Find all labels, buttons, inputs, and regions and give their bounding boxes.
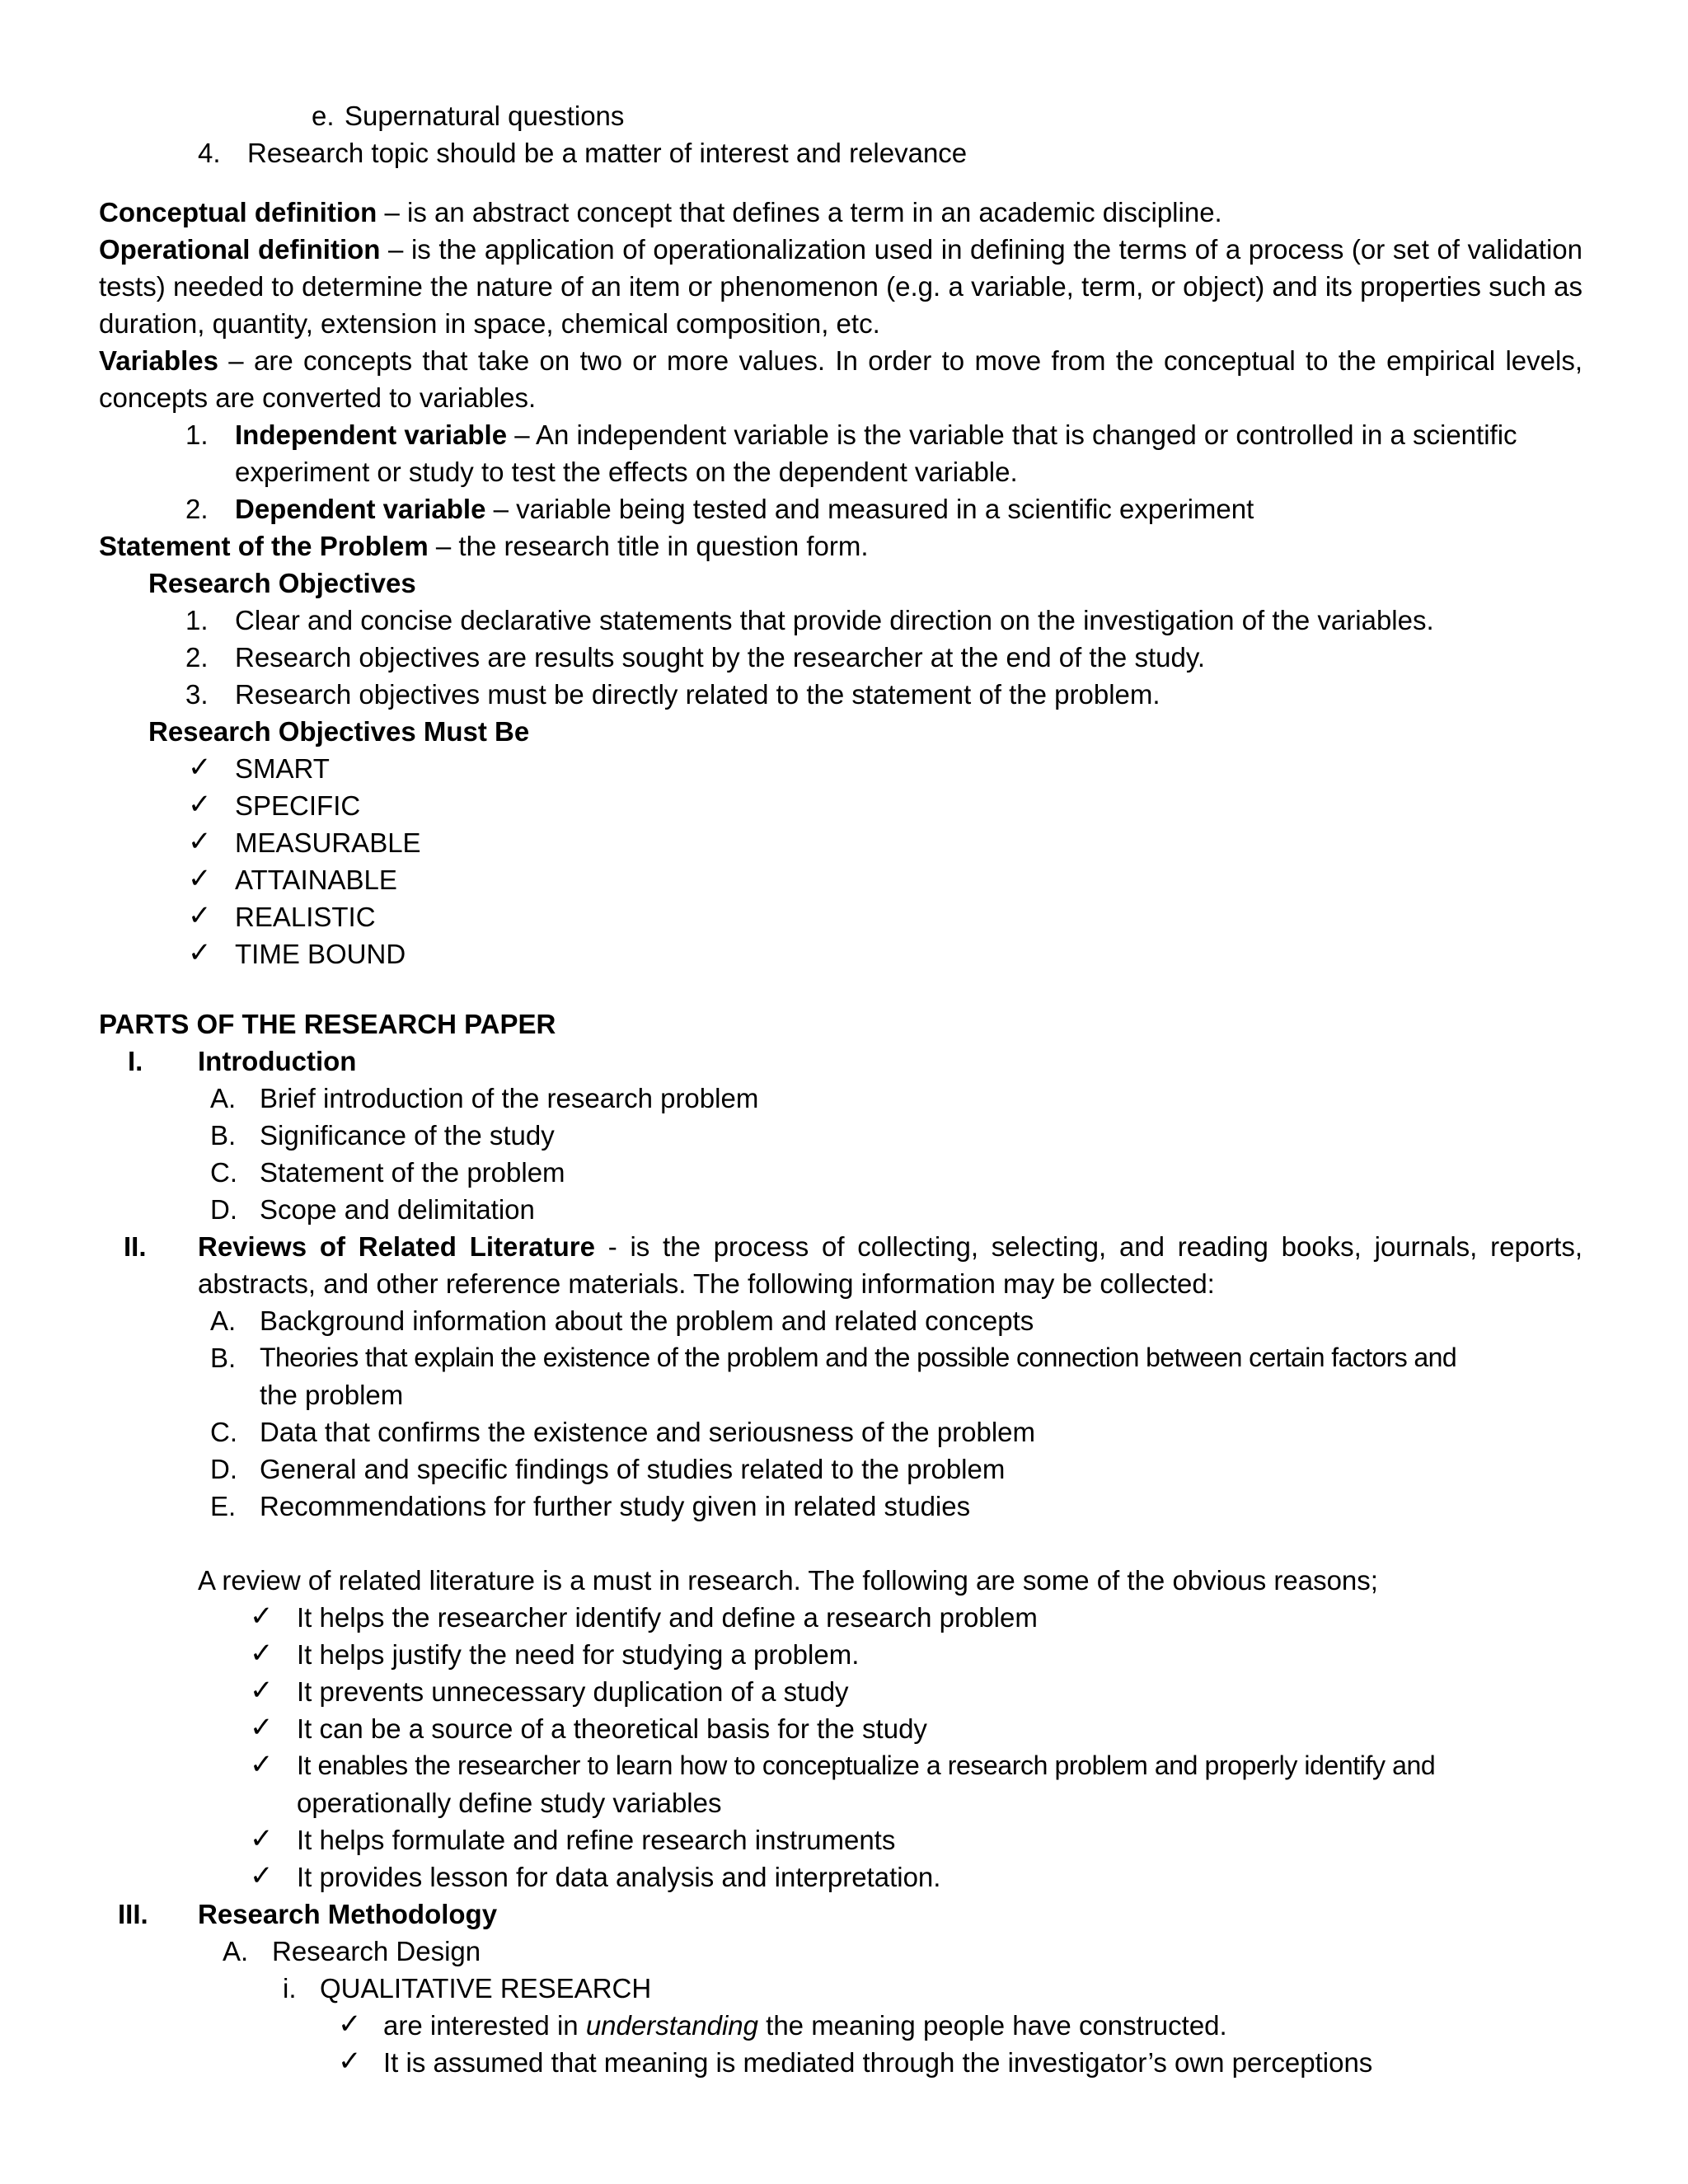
checkmark-icon: ✓: [250, 1712, 274, 1743]
conceptual-definition: [99, 194, 1582, 231]
list-item-text: Background information about the problem and related concepts: [260, 1305, 1034, 1336]
list-item-text: Statement of the problem: [260, 1157, 565, 1188]
list-item-text: SMART: [235, 753, 330, 784]
checkmark-icon: ✓: [188, 789, 212, 820]
list-item-text: It prevents unnecessary duplication of a study: [297, 1676, 849, 1707]
roman-numeral: I.: [128, 1046, 143, 1076]
definition-text: – the research title in question form.: [428, 531, 869, 561]
checkmark-icon: ✓: [188, 937, 212, 968]
list-item-text: It can be a source of a theoretical basis for the study: [297, 1713, 927, 1744]
checkmark-icon: ✓: [188, 752, 212, 783]
list-item-text: Significance of the study: [260, 1120, 555, 1151]
list-marker: 2.: [185, 494, 209, 524]
list-marker: E.: [210, 1491, 237, 1521]
list-item-text: [383, 2007, 1227, 2044]
list-item-text: TIME BOUND: [235, 939, 406, 969]
list-item-text: Theories that explain the existence of the problem and the possible connection between certain factors and: [260, 1343, 1457, 1372]
definition-text: – is the application of operationalization used in defining the terms of a process (or set of validation tests) needed to determine the nature of an item or phenomenon (e.g. a variable, term, or object) and its properties such as duration, quantity, extension in space, chemical composition, etc.: [99, 234, 1582, 339]
section-heading: Research Objectives Must Be: [148, 716, 530, 747]
list-item-text: SPECIFIC: [235, 790, 361, 821]
list-marker: D.: [210, 1194, 237, 1225]
list-item-text: Research objectives must be directly related to the statement of the problem.: [235, 679, 1160, 710]
list-marker: A.: [223, 1936, 249, 1966]
checkmark-icon: ✓: [338, 2046, 362, 2077]
list-marker: i.: [283, 1973, 297, 2004]
checkmark-icon: ✓: [250, 1749, 274, 1780]
list-item-text: MEASURABLE: [235, 827, 421, 858]
roman-numeral: III.: [118, 1899, 148, 1929]
list-marker: 3.: [185, 679, 209, 710]
checkmark-icon: ✓: [250, 1823, 274, 1854]
list-marker: B.: [210, 1343, 237, 1373]
list-item-text: Research topic should be a matter of interest and relevance: [247, 138, 968, 168]
list-item-text: Brief introduction of the research problem: [260, 1083, 759, 1113]
list-item-text: It helps the researcher identify and define a research problem: [297, 1602, 1038, 1633]
list-item-text: It enables the researcher to learn how to conceptualize a research problem and properly identify and: [297, 1750, 1436, 1780]
section-heading: PARTS OF THE RESEARCH PAPER: [99, 1009, 556, 1039]
list-item-line: operationally define study variables: [297, 1788, 722, 1818]
term: Independent variable: [235, 419, 508, 450]
list-marker: A.: [210, 1083, 237, 1113]
list-item-text: It is assumed that meaning is mediated through the investigator’s own perceptions: [383, 2047, 1373, 2078]
list-item-text: It helps formulate and refine research instruments: [297, 1825, 896, 1855]
list-marker: 1.: [185, 419, 209, 450]
list-item-text: Recommendations for further study given in related studies: [260, 1491, 971, 1521]
paragraph: A review of related literature is a must in research. The following are some of the obvious reasons;: [198, 1565, 1378, 1596]
roman-numeral: II.: [124, 1231, 147, 1262]
list-marker: A.: [210, 1305, 237, 1336]
emphasis-text: understanding: [585, 2010, 758, 2041]
definition-text: – are concepts that take on two or more values. In order to move from the conceptual to the empirical levels, concepts are converted to variables.: [99, 345, 1582, 413]
text-run: the meaning people have constructed.: [757, 2010, 1227, 2041]
list-item-text: [235, 490, 1254, 527]
checkmark-icon: ✓: [250, 1675, 274, 1706]
rrl-description: [198, 1228, 1582, 1302]
checkmark-icon: ✓: [250, 1601, 274, 1632]
checkmark-icon: ✓: [338, 2008, 362, 2040]
definition-text: – is an abstract concept that defines a term in an academic discipline.: [377, 197, 1222, 227]
term: Dependent variable: [235, 494, 486, 524]
checkmark-icon: ✓: [188, 826, 212, 857]
checkmark-icon: ✓: [250, 1860, 274, 1891]
term: Conceptual definition: [99, 197, 377, 227]
list-item-text: REALISTIC: [235, 902, 376, 932]
list-marker: C.: [210, 1157, 237, 1188]
part-title: Research Methodology: [198, 1899, 498, 1929]
part-title: Reviews of Related Literature: [198, 1231, 595, 1262]
part-desc: - is the process of collecting, selecting, and reading books, journals, reports, abstracts, and other reference materials. The following information may be collected:: [198, 1231, 1582, 1299]
list-marker: D.: [210, 1454, 237, 1484]
list-marker: 4.: [198, 138, 221, 168]
list-item-text: ATTAINABLE: [235, 865, 397, 895]
list-item-line: experiment or study to test the effects on the dependent variable.: [235, 457, 1018, 487]
variables-definition: [99, 342, 1582, 416]
list-item-line: – variable being tested and measured in a scientific experiment: [485, 494, 1254, 524]
list-item-text: Data that confirms the existence and seriousness of the problem: [260, 1417, 1035, 1447]
operational-definition: [99, 231, 1582, 342]
list-item-text: [235, 416, 1517, 453]
term: Operational definition: [99, 234, 381, 265]
list-item-text: Clear and concise declarative statements that provide direction on the investigation of the variables.: [235, 605, 1434, 635]
list-item-text: Supernatural questions: [345, 101, 625, 131]
list-marker: 2.: [185, 642, 209, 673]
list-marker: C.: [210, 1417, 237, 1447]
term: Statement of the Problem: [99, 531, 429, 561]
list-item-text: Scope and delimitation: [260, 1194, 535, 1225]
problem-definition: [99, 527, 869, 565]
list-item-text: It helps justify the need for studying a problem.: [297, 1639, 860, 1670]
checkmark-icon: ✓: [188, 863, 212, 894]
list-item-line: the problem: [260, 1380, 404, 1410]
list-marker: B.: [210, 1120, 237, 1151]
list-item-line: – An independent variable is the variable that is changed or controlled in a scientific: [507, 419, 1517, 450]
part-title: Introduction: [198, 1046, 357, 1076]
list-marker: 1.: [185, 605, 209, 635]
checkmark-icon: ✓: [250, 1638, 274, 1669]
list-item-text: Research Design: [272, 1936, 481, 1966]
list-marker: e.: [312, 101, 335, 131]
text-run: are interested in: [383, 2010, 586, 2041]
list-item-text: It provides lesson for data analysis and interpretation.: [297, 1862, 941, 1892]
term: Variables: [99, 345, 218, 376]
list-item-text: General and specific findings of studies related to the problem: [260, 1454, 1006, 1484]
list-item-text: QUALITATIVE RESEARCH: [320, 1973, 652, 2004]
list-item-text: Research objectives are results sought by the researcher at the end of the study.: [235, 642, 1206, 673]
checkmark-icon: ✓: [188, 900, 212, 931]
section-heading: Research Objectives: [148, 568, 416, 598]
